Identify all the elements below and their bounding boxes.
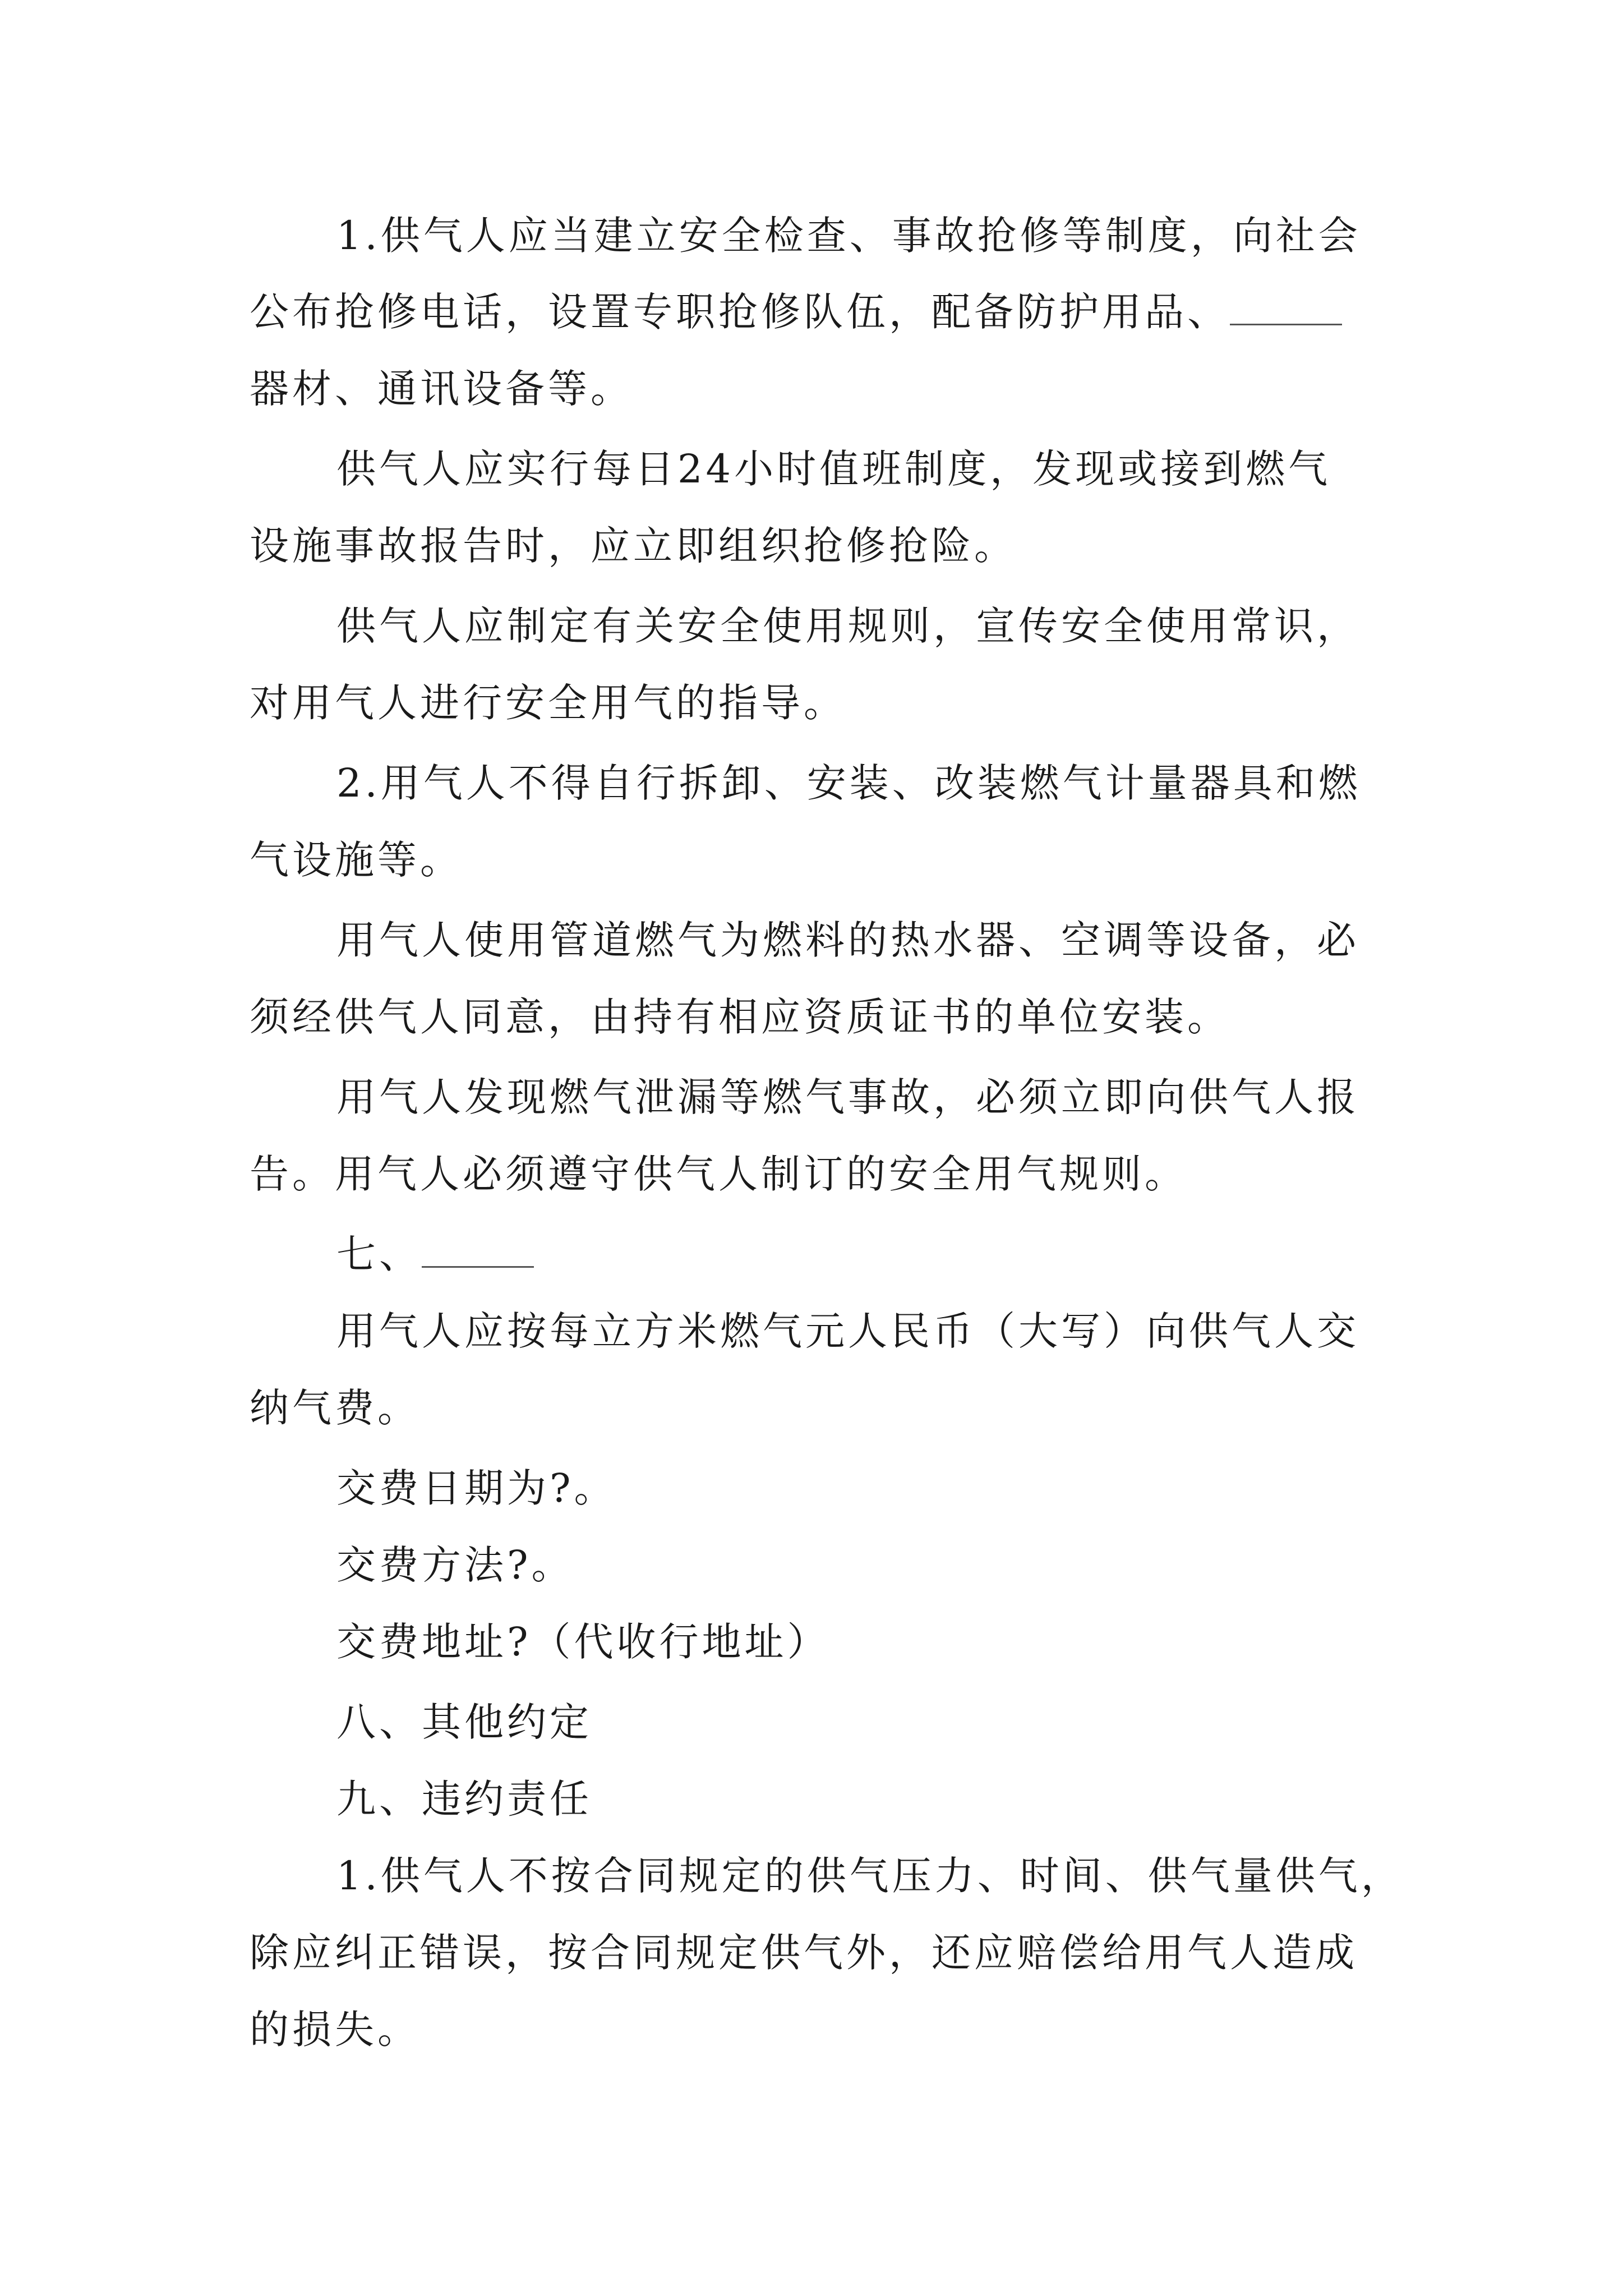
paragraph-4-line-2: 气设施等。 (250, 837, 463, 883)
paragraph-14-line-2: 除应纠正错误，按合同规定供气外，还应赔偿给用气人造成 (250, 1930, 1358, 1976)
paragraph-2-line-1: 供气人应实行每日24小时值班制度，发现或接到燃气 (336, 446, 1331, 492)
paragraph-14-line-3: 的损失。 (250, 2007, 420, 2053)
paragraph-8-line-2: 纳气费。 (250, 1385, 420, 1431)
paragraph-14-line-1: 1.供气人不按合同规定的供气压力、时间、供气量供气， (336, 1853, 1404, 1899)
paragraph-6-line-1: 用气人发现燃气泄漏等燃气事故，必须立即向供气人报 (336, 1074, 1359, 1120)
section-8-heading: 八、其他约定 (336, 1699, 592, 1745)
paragraph-4-line-1: 2.用气人不得自行拆卸、安装、改装燃气计量器具和燃 (336, 760, 1361, 806)
section-7-heading: 七、 (336, 1227, 534, 1281)
payment-method-line: 交费方法?。 (336, 1542, 574, 1588)
paragraph-1-line-1: 1.供气人应当建立安全检查、事故抢修等制度，向社会 (336, 213, 1361, 259)
paragraph-1-line-2: 公布抢修电话，设置专职抢修队伍，配备防护用品、 (250, 285, 1342, 339)
section-9-heading: 九、违约责任 (336, 1776, 592, 1822)
payment-address-line: 交费地址?（代收行地址） (336, 1619, 830, 1665)
paragraph-5-line-2: 须经供气人同意，由持有相应资质证书的单位安装。 (250, 994, 1230, 1040)
paragraph-1-line-3: 器材、通讯设备等。 (250, 366, 633, 412)
payment-date-line: 交费日期为?。 (336, 1465, 617, 1511)
paragraph-2-line-2: 设施事故报告时，应立即组织抢修抢险。 (250, 523, 1017, 569)
fill-in-blank (422, 1235, 534, 1268)
paragraph-8-line-1: 用气人应按每立方米燃气元人民币（大写）向供气人交 (336, 1308, 1359, 1354)
fill-in-blank (1230, 292, 1342, 325)
paragraph-6-line-2: 告。用气人必须遵守供气人制订的安全用气规则。 (250, 1151, 1187, 1197)
paragraph-5-line-1: 用气人使用管道燃气为燃料的热水器、空调等设备，必 (336, 917, 1359, 963)
paragraph-3-line-2: 对用气人进行安全用气的指导。 (250, 680, 846, 726)
paragraph-3-line-1: 供气人应制定有关安全使用规则，宣传安全使用常识， (336, 603, 1359, 649)
